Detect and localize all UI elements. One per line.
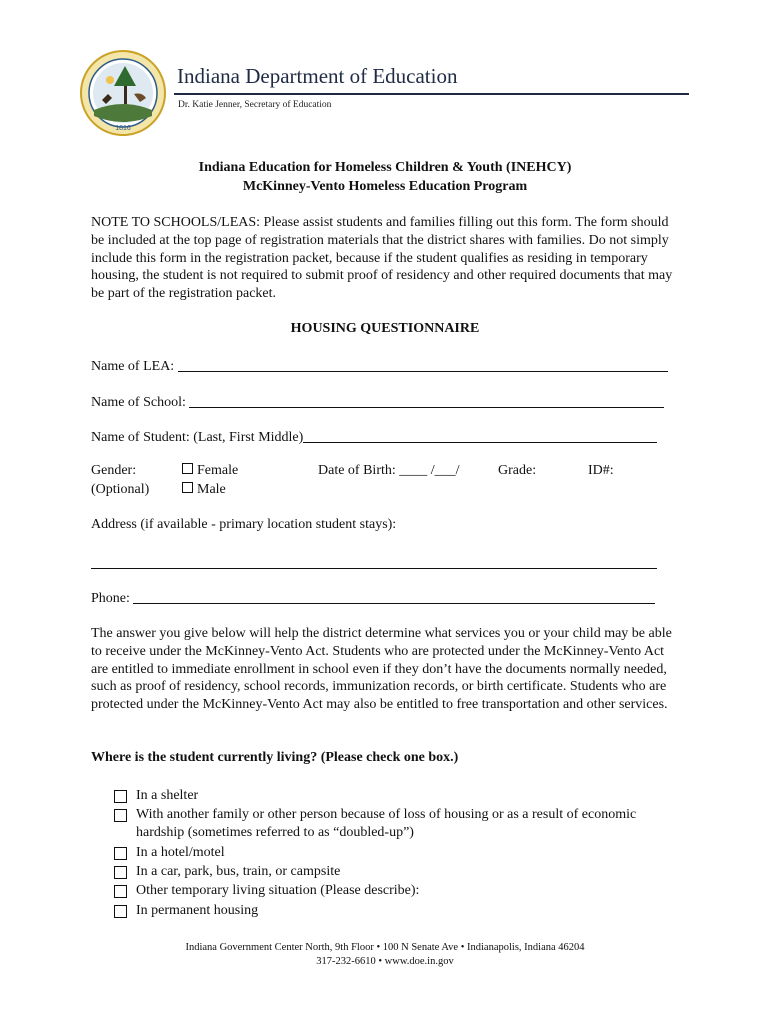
checkbox[interactable] xyxy=(114,905,127,918)
checkbox[interactable] xyxy=(114,790,127,803)
option-label: In a car, park, bus, train, or campsite xyxy=(136,864,341,879)
student-field xyxy=(91,428,657,446)
school-label: Name of School: xyxy=(91,395,186,410)
option-label: With another family or other person because of loss of housing or as a result of economic hardship (sometimes referred to as “doubled-up”) xyxy=(136,807,637,840)
option-other-temporary[interactable] xyxy=(114,882,684,900)
phone-input-line[interactable] xyxy=(133,589,655,604)
option-doubled-up[interactable] xyxy=(114,806,684,842)
school-input-line[interactable] xyxy=(189,393,664,408)
grade-field[interactable]: Grade: xyxy=(498,463,537,478)
option-label: In a shelter xyxy=(136,788,199,803)
male-checkbox[interactable] xyxy=(182,482,193,493)
checkbox[interactable] xyxy=(114,885,127,898)
lea-input-line[interactable] xyxy=(178,357,668,372)
address-label: Address (if available - primary location student stays): xyxy=(91,517,397,532)
org-name: Indiana Department of Education xyxy=(177,64,458,88)
footer-address: Indiana Government Center North, 9th Floor • 100 N Senate Ave • Indianapolis, Indiana 46204 xyxy=(185,942,585,953)
state-seal-logo xyxy=(80,50,166,136)
answer-paragraph: The answer you give below will help the district determine what services you or your child may be able to receive under the McKinney-Vento Act. Students who are protected under the McKinney-Vento Act are entitled to immediate enrollment in school even if they don’t have the documents normally needed, such as proof of residency, school records, immunization records, or birth certificate. Students who are protected under the McKinney-Vento Act may also be entitled to free transportation and other services. xyxy=(91,626,672,713)
checkbox[interactable] xyxy=(114,847,127,860)
note-paragraph: NOTE TO SCHOOLS/LEAS: Please assist students and families filling out this form. The form should be included at the top page of registration materials that the district shares with families. Do not simply include this form in the registration packet, because if the student qualifies as residing in temporary housing, the student is not required to submit proof of residency and other required documents that may be part of the registration packet. xyxy=(91,215,673,302)
female-option[interactable] xyxy=(182,463,238,479)
id-field[interactable]: ID#: xyxy=(588,463,614,478)
option-label: In permanent housing xyxy=(136,903,259,918)
footer-contact: 317-232-6610 • www.doe.in.gov xyxy=(316,956,454,967)
living-question: Where is the student currently living? (Please check one box.) xyxy=(91,750,459,765)
male-label: Male xyxy=(197,482,226,497)
section-title: HOUSING QUESTIONNAIRE xyxy=(290,321,480,336)
female-label: Female xyxy=(197,463,239,478)
org-subtitle: Dr. Katie Jenner, Secretary of Education xyxy=(178,100,332,110)
option-label: In a hotel/motel xyxy=(136,845,225,860)
lea-field xyxy=(91,357,668,375)
phone-field xyxy=(91,589,655,607)
phone-label: Phone: xyxy=(91,591,130,606)
dob-field[interactable]: Date of Birth: ____ /___/ xyxy=(318,463,460,478)
student-input-line[interactable] xyxy=(303,428,657,443)
option-label: Other temporary living situation (Please describe): xyxy=(136,883,420,898)
checkbox[interactable] xyxy=(114,866,127,879)
option-permanent-housing[interactable] xyxy=(114,902,684,920)
program-subtitle: McKinney-Vento Homeless Education Program xyxy=(242,179,528,194)
option-car-park[interactable] xyxy=(114,863,684,881)
header-rule xyxy=(174,93,689,95)
checkbox[interactable] xyxy=(114,809,127,822)
program-title: Indiana Education for Homeless Children & Youth (INEHCY) xyxy=(198,160,572,175)
male-option[interactable] xyxy=(182,482,226,498)
svg-text:1816: 1816 xyxy=(115,125,131,132)
female-checkbox[interactable] xyxy=(182,463,193,474)
option-shelter[interactable] xyxy=(114,787,684,805)
lea-label: Name of LEA: xyxy=(91,359,175,374)
school-field xyxy=(91,393,664,411)
gender-optional-label: (Optional) xyxy=(91,482,150,497)
student-label: Name of Student: (Last, First Middle) xyxy=(91,430,304,445)
gender-label: Gender: xyxy=(91,463,137,478)
address-input-line[interactable] xyxy=(91,568,657,569)
option-hotel-motel[interactable] xyxy=(114,844,684,862)
